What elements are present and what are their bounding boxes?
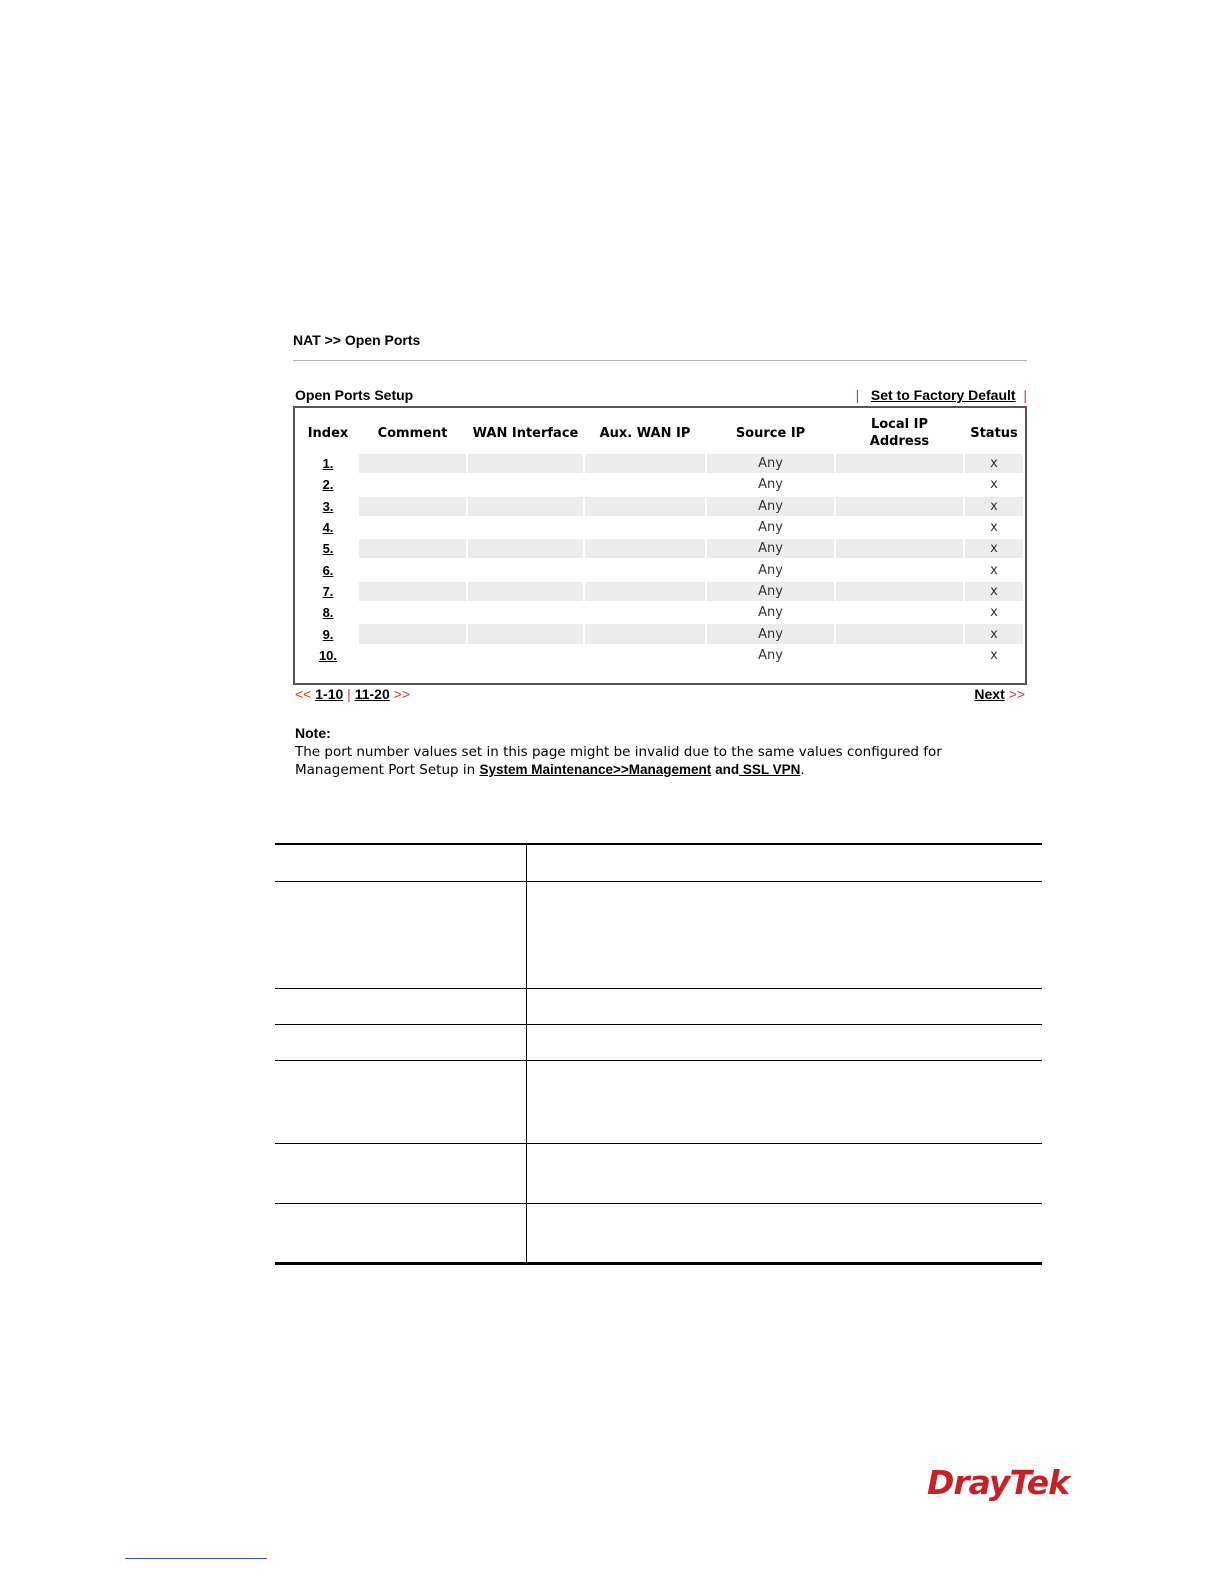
table-row <box>299 624 1023 643</box>
table-row <box>275 881 1042 988</box>
table-row <box>275 1203 1042 1263</box>
row-comment <box>359 539 466 558</box>
header-local-ip-line1: Local IP <box>870 417 929 432</box>
desc-cell <box>527 844 1043 881</box>
row-wan-interface <box>468 624 583 643</box>
note-title: Note: <box>295 725 331 741</box>
pager <box>295 686 410 702</box>
row-local-ip <box>836 539 963 558</box>
system-maintenance-management-link[interactable]: System Maintenance>>Management <box>479 762 712 777</box>
desc-cell <box>527 1143 1043 1203</box>
row-index-cell <box>299 582 357 601</box>
row-source-ip: Any <box>707 539 834 558</box>
row-wan-interface <box>468 582 583 601</box>
row-status: x <box>965 454 1023 473</box>
row-source-ip: Any <box>707 497 834 516</box>
header-comment: Comment <box>377 425 448 441</box>
table-row <box>299 560 1023 579</box>
row-source-ip: Any <box>758 477 783 493</box>
table-row <box>275 844 1042 881</box>
row-source-ip: Any <box>707 454 834 473</box>
row-local-ip <box>836 454 963 473</box>
header-index: Index <box>307 425 349 441</box>
row-aux-wan-ip <box>585 603 705 622</box>
note-text <box>295 744 995 779</box>
table-row <box>299 475 1023 494</box>
row-local-ip <box>836 603 963 622</box>
row-local-ip <box>836 497 963 516</box>
row-source-ip: Any <box>758 647 783 663</box>
row-local-ip <box>836 475 963 494</box>
note-period: . <box>800 762 805 778</box>
row-wan-interface <box>468 454 583 473</box>
header-status: Status <box>970 425 1018 441</box>
separator: | <box>1023 387 1027 403</box>
row-wan-interface <box>468 560 583 579</box>
row-local-ip <box>836 624 963 643</box>
desc-cell <box>527 1024 1043 1060</box>
row-aux-wan-ip <box>585 518 705 537</box>
desc-cell <box>275 1024 527 1060</box>
next-symbol: >> <box>1008 686 1025 702</box>
separator: | <box>855 387 860 403</box>
row-wan-interface <box>468 497 583 516</box>
desc-cell <box>275 881 527 988</box>
desc-cell <box>527 988 1043 1024</box>
set-to-factory-default-link[interactable]: Set to Factory Default <box>870 387 1016 403</box>
header-wan-interface: WAN Interface <box>472 425 579 441</box>
row-status: x <box>965 497 1023 516</box>
row-status: x <box>965 539 1023 558</box>
row-local-ip <box>836 646 963 665</box>
row-comment <box>359 497 466 516</box>
row-comment <box>359 560 466 579</box>
desc-cell <box>527 1060 1043 1143</box>
page-11-20-link[interactable]: 11-20 <box>354 686 390 702</box>
note-and: and <box>711 762 740 777</box>
row-index-link[interactable]: 8. <box>322 605 334 621</box>
row-index-link[interactable]: 2. <box>322 477 334 493</box>
factory-default-bar <box>856 387 1027 403</box>
row-index-cell <box>299 475 357 494</box>
row-comment <box>359 624 466 643</box>
prev-arrows: << <box>295 686 312 702</box>
row-status: x <box>990 520 998 536</box>
note-line2-prefix: Management Port Setup in <box>295 762 480 778</box>
row-index-link[interactable]: 9. <box>322 626 334 642</box>
breadcrumb-divider <box>293 360 1027 361</box>
open-ports-table <box>293 406 1027 685</box>
row-wan-interface <box>468 475 583 494</box>
table-row <box>275 1143 1042 1203</box>
section-title: Open Ports Setup <box>295 387 414 403</box>
pager-separator: | <box>347 686 351 702</box>
row-index-cell <box>299 454 357 473</box>
row-wan-interface <box>468 539 583 558</box>
table-row <box>299 454 1023 473</box>
row-index-link[interactable]: 3. <box>322 498 334 514</box>
desc-cell <box>275 988 527 1024</box>
table-row <box>275 1060 1042 1143</box>
draytek-logo <box>927 1463 1069 1502</box>
row-comment <box>359 518 466 537</box>
row-comment <box>359 646 466 665</box>
row-status: x <box>990 605 998 621</box>
description-table <box>275 843 1042 1265</box>
row-wan-interface <box>468 603 583 622</box>
pager-next <box>974 686 1025 702</box>
row-source-ip: Any <box>707 624 834 643</box>
breadcrumb: NAT >> Open Ports <box>293 332 421 348</box>
row-aux-wan-ip <box>585 475 705 494</box>
header-local-ip-address <box>836 414 963 452</box>
desc-cell <box>275 1203 527 1263</box>
row-aux-wan-ip <box>585 539 705 558</box>
row-status: x <box>965 624 1023 643</box>
row-source-ip: Any <box>707 582 834 601</box>
row-aux-wan-ip <box>585 582 705 601</box>
row-index-cell <box>299 539 357 558</box>
row-index-link[interactable]: 7. <box>322 583 334 599</box>
row-aux-wan-ip <box>585 497 705 516</box>
next-arrows: >> <box>393 686 410 702</box>
next-page-link[interactable]: Next <box>974 686 1005 702</box>
row-local-ip <box>836 518 963 537</box>
row-local-ip <box>836 560 963 579</box>
row-index-cell <box>299 497 357 516</box>
row-index-link[interactable]: 6. <box>322 562 334 578</box>
note-line1: The port number values set in this page might be invalid due to the same values configured for <box>295 744 942 760</box>
row-wan-interface <box>468 518 583 537</box>
row-index-link[interactable]: 1. <box>322 456 334 472</box>
row-wan-interface <box>468 646 583 665</box>
row-aux-wan-ip <box>585 454 705 473</box>
row-comment <box>359 582 466 601</box>
row-index-cell <box>299 603 357 622</box>
row-status: x <box>990 477 998 493</box>
row-status: x <box>990 647 998 663</box>
page-1-10-link[interactable]: 1-10 <box>315 686 344 702</box>
desc-cell <box>275 844 527 881</box>
ports-table <box>297 412 1025 667</box>
table-row <box>299 582 1023 601</box>
row-index-link[interactable]: 4. <box>322 520 334 536</box>
table-row <box>299 603 1023 622</box>
ssl-vpn-link[interactable]: SSL VPN <box>739 762 801 777</box>
row-source-ip: Any <box>758 562 783 578</box>
logo-dray: Dray <box>927 1463 1010 1502</box>
row-aux-wan-ip <box>585 646 705 665</box>
row-index-cell <box>299 646 357 665</box>
desc-cell <box>527 881 1043 988</box>
table-row <box>299 539 1023 558</box>
desc-cell <box>275 1143 527 1203</box>
table-row <box>299 497 1023 516</box>
header-local-ip-line2: Address <box>869 434 930 449</box>
row-index-cell <box>299 518 357 537</box>
row-comment <box>359 603 466 622</box>
header-source-ip: Source IP <box>735 425 806 441</box>
row-comment <box>359 475 466 494</box>
table-row <box>299 518 1023 537</box>
row-source-ip: Any <box>758 520 783 536</box>
row-source-ip: Any <box>758 605 783 621</box>
table-row <box>275 988 1042 1024</box>
row-index-cell <box>299 560 357 579</box>
footer-rule <box>125 1558 267 1559</box>
table-row <box>275 1024 1042 1060</box>
row-status: x <box>990 562 998 578</box>
row-comment <box>359 454 466 473</box>
row-index-cell <box>299 624 357 643</box>
logo-tek: Tek <box>1009 1463 1070 1502</box>
row-status: x <box>965 582 1023 601</box>
desc-cell <box>527 1203 1043 1263</box>
row-local-ip <box>836 582 963 601</box>
desc-cell <box>275 1060 527 1143</box>
row-aux-wan-ip <box>585 560 705 579</box>
table-row <box>299 646 1023 665</box>
row-index-link[interactable]: 5. <box>322 541 334 557</box>
row-index-link[interactable]: 10. <box>318 647 338 663</box>
header-aux-wan-ip: Aux. WAN IP <box>599 425 691 441</box>
row-aux-wan-ip <box>585 624 705 643</box>
